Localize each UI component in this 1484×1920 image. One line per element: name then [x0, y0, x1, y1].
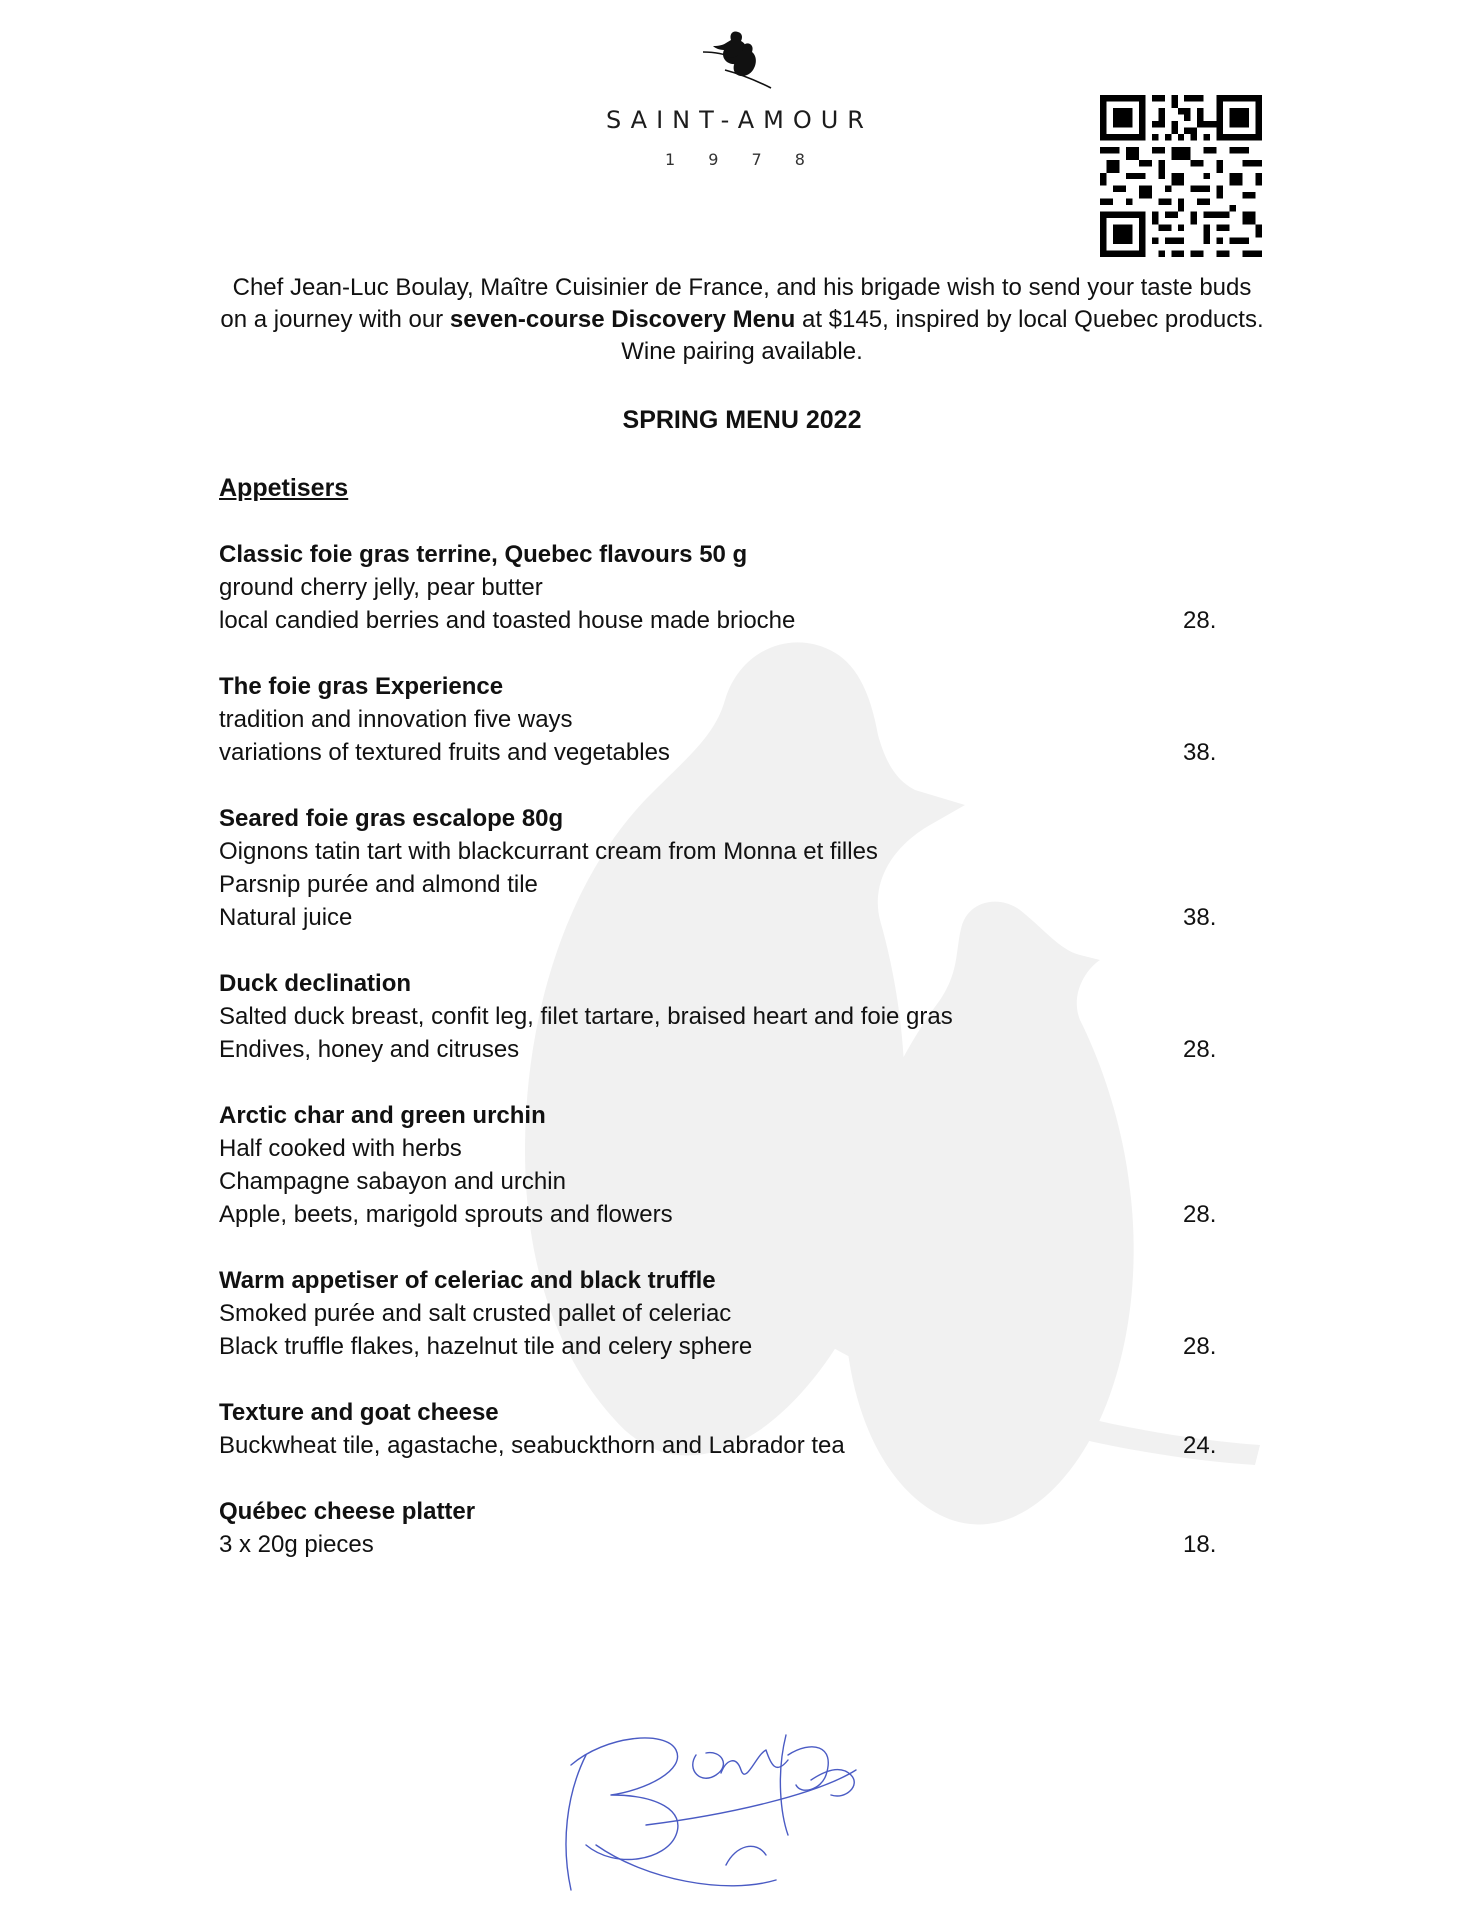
intro-line-1: Chef Jean-Luc Boulay, Maître Cuisinier de France, and his brigade wish to send your taste buds	[232, 274, 1252, 301]
intro-line-3: Wine pairing available.	[621, 338, 863, 365]
dish-item	[219, 1396, 1219, 1462]
dish-price: 28.	[1183, 1036, 1217, 1063]
dish-title: Warm appetiser of celeriac and black truffle	[219, 1267, 716, 1294]
brand-year: 1 9 7 8	[665, 150, 819, 169]
dish-title: The foie gras Experience	[219, 673, 504, 700]
dish-item	[219, 802, 1219, 934]
dish-price: 28.	[1183, 607, 1217, 634]
dish-item	[219, 670, 1219, 769]
intro-line-2	[200, 304, 1284, 336]
dish-description: 3 x 20g pieces	[219, 1531, 374, 1558]
dish-price: 18.	[1183, 1531, 1217, 1558]
dish-price: 38.	[1183, 904, 1217, 931]
dish-description: Parsnip purée and almond tile	[219, 871, 538, 898]
dish-item	[219, 967, 1219, 1066]
brand-name: SAINT-AMOUR	[606, 106, 873, 134]
dish-title: Québec cheese platter	[219, 1498, 476, 1525]
dish-description: Oignons tatin tart with blackcurrant cream from Monna et filles	[219, 838, 878, 865]
dish-title: Seared foie gras escalope 80g	[219, 805, 564, 832]
intro-line-2-prefix: on a journey with our	[220, 306, 450, 333]
dish-price: 28.	[1183, 1201, 1217, 1228]
dish-description: Endives, honey and citruses	[219, 1036, 520, 1063]
dish-description: Smoked purée and salt crusted pallet of celeriac	[219, 1300, 732, 1327]
dish-description: Half cooked with herbs	[219, 1135, 462, 1162]
dish-description: tradition and innovation five ways	[219, 706, 573, 733]
dish-description: local candied berries and toasted house made brioche	[219, 607, 796, 634]
dish-title: Texture and goat cheese	[219, 1399, 499, 1426]
dish-description: Black truffle flakes, hazelnut tile and celery sphere	[219, 1333, 753, 1360]
dish-description: ground cherry jelly, pear butter	[219, 574, 543, 601]
dish-description: Buckwheat tile, agastache, seabuckthorn and Labrador tea	[219, 1432, 845, 1459]
dish-title: Duck declination	[219, 970, 412, 997]
dish-item	[219, 1495, 1219, 1561]
intro-text	[200, 272, 1284, 368]
qr-code-icon[interactable]	[1100, 95, 1262, 257]
discovery-menu-highlight: seven-course Discovery Menu	[449, 306, 796, 333]
dish-description: Natural juice	[219, 904, 353, 931]
dish-list	[219, 538, 1219, 1594]
dish-description: variations of textured fruits and vegetables	[219, 739, 670, 766]
dish-price: 38.	[1183, 739, 1217, 766]
dish-price: 28.	[1183, 1333, 1217, 1360]
dish-title: Arctic char and green urchin	[219, 1102, 546, 1129]
two-birds-on-branch-icon	[695, 28, 775, 90]
dish-price: 24.	[1183, 1432, 1217, 1459]
dish-item	[219, 1264, 1219, 1363]
dish-title: Classic foie gras terrine, Quebec flavours 50 g	[219, 541, 748, 568]
intro-line-2-suffix: at $145, inspired by local Quebec products.	[795, 306, 1264, 333]
signature	[526, 1695, 926, 1915]
logo	[590, 28, 880, 183]
dish-description: Apple, beets, marigold sprouts and flowers	[219, 1201, 673, 1228]
section-heading: Appetisers	[219, 474, 349, 502]
dish-item	[219, 1099, 1219, 1231]
dish-description: Salted duck breast, confit leg, filet tartare, braised heart and foie gras	[219, 1003, 953, 1030]
dish-item	[219, 538, 1219, 637]
dish-description: Champagne sabayon and urchin	[219, 1168, 566, 1195]
menu-title: SPRING MENU 2022	[622, 406, 862, 434]
